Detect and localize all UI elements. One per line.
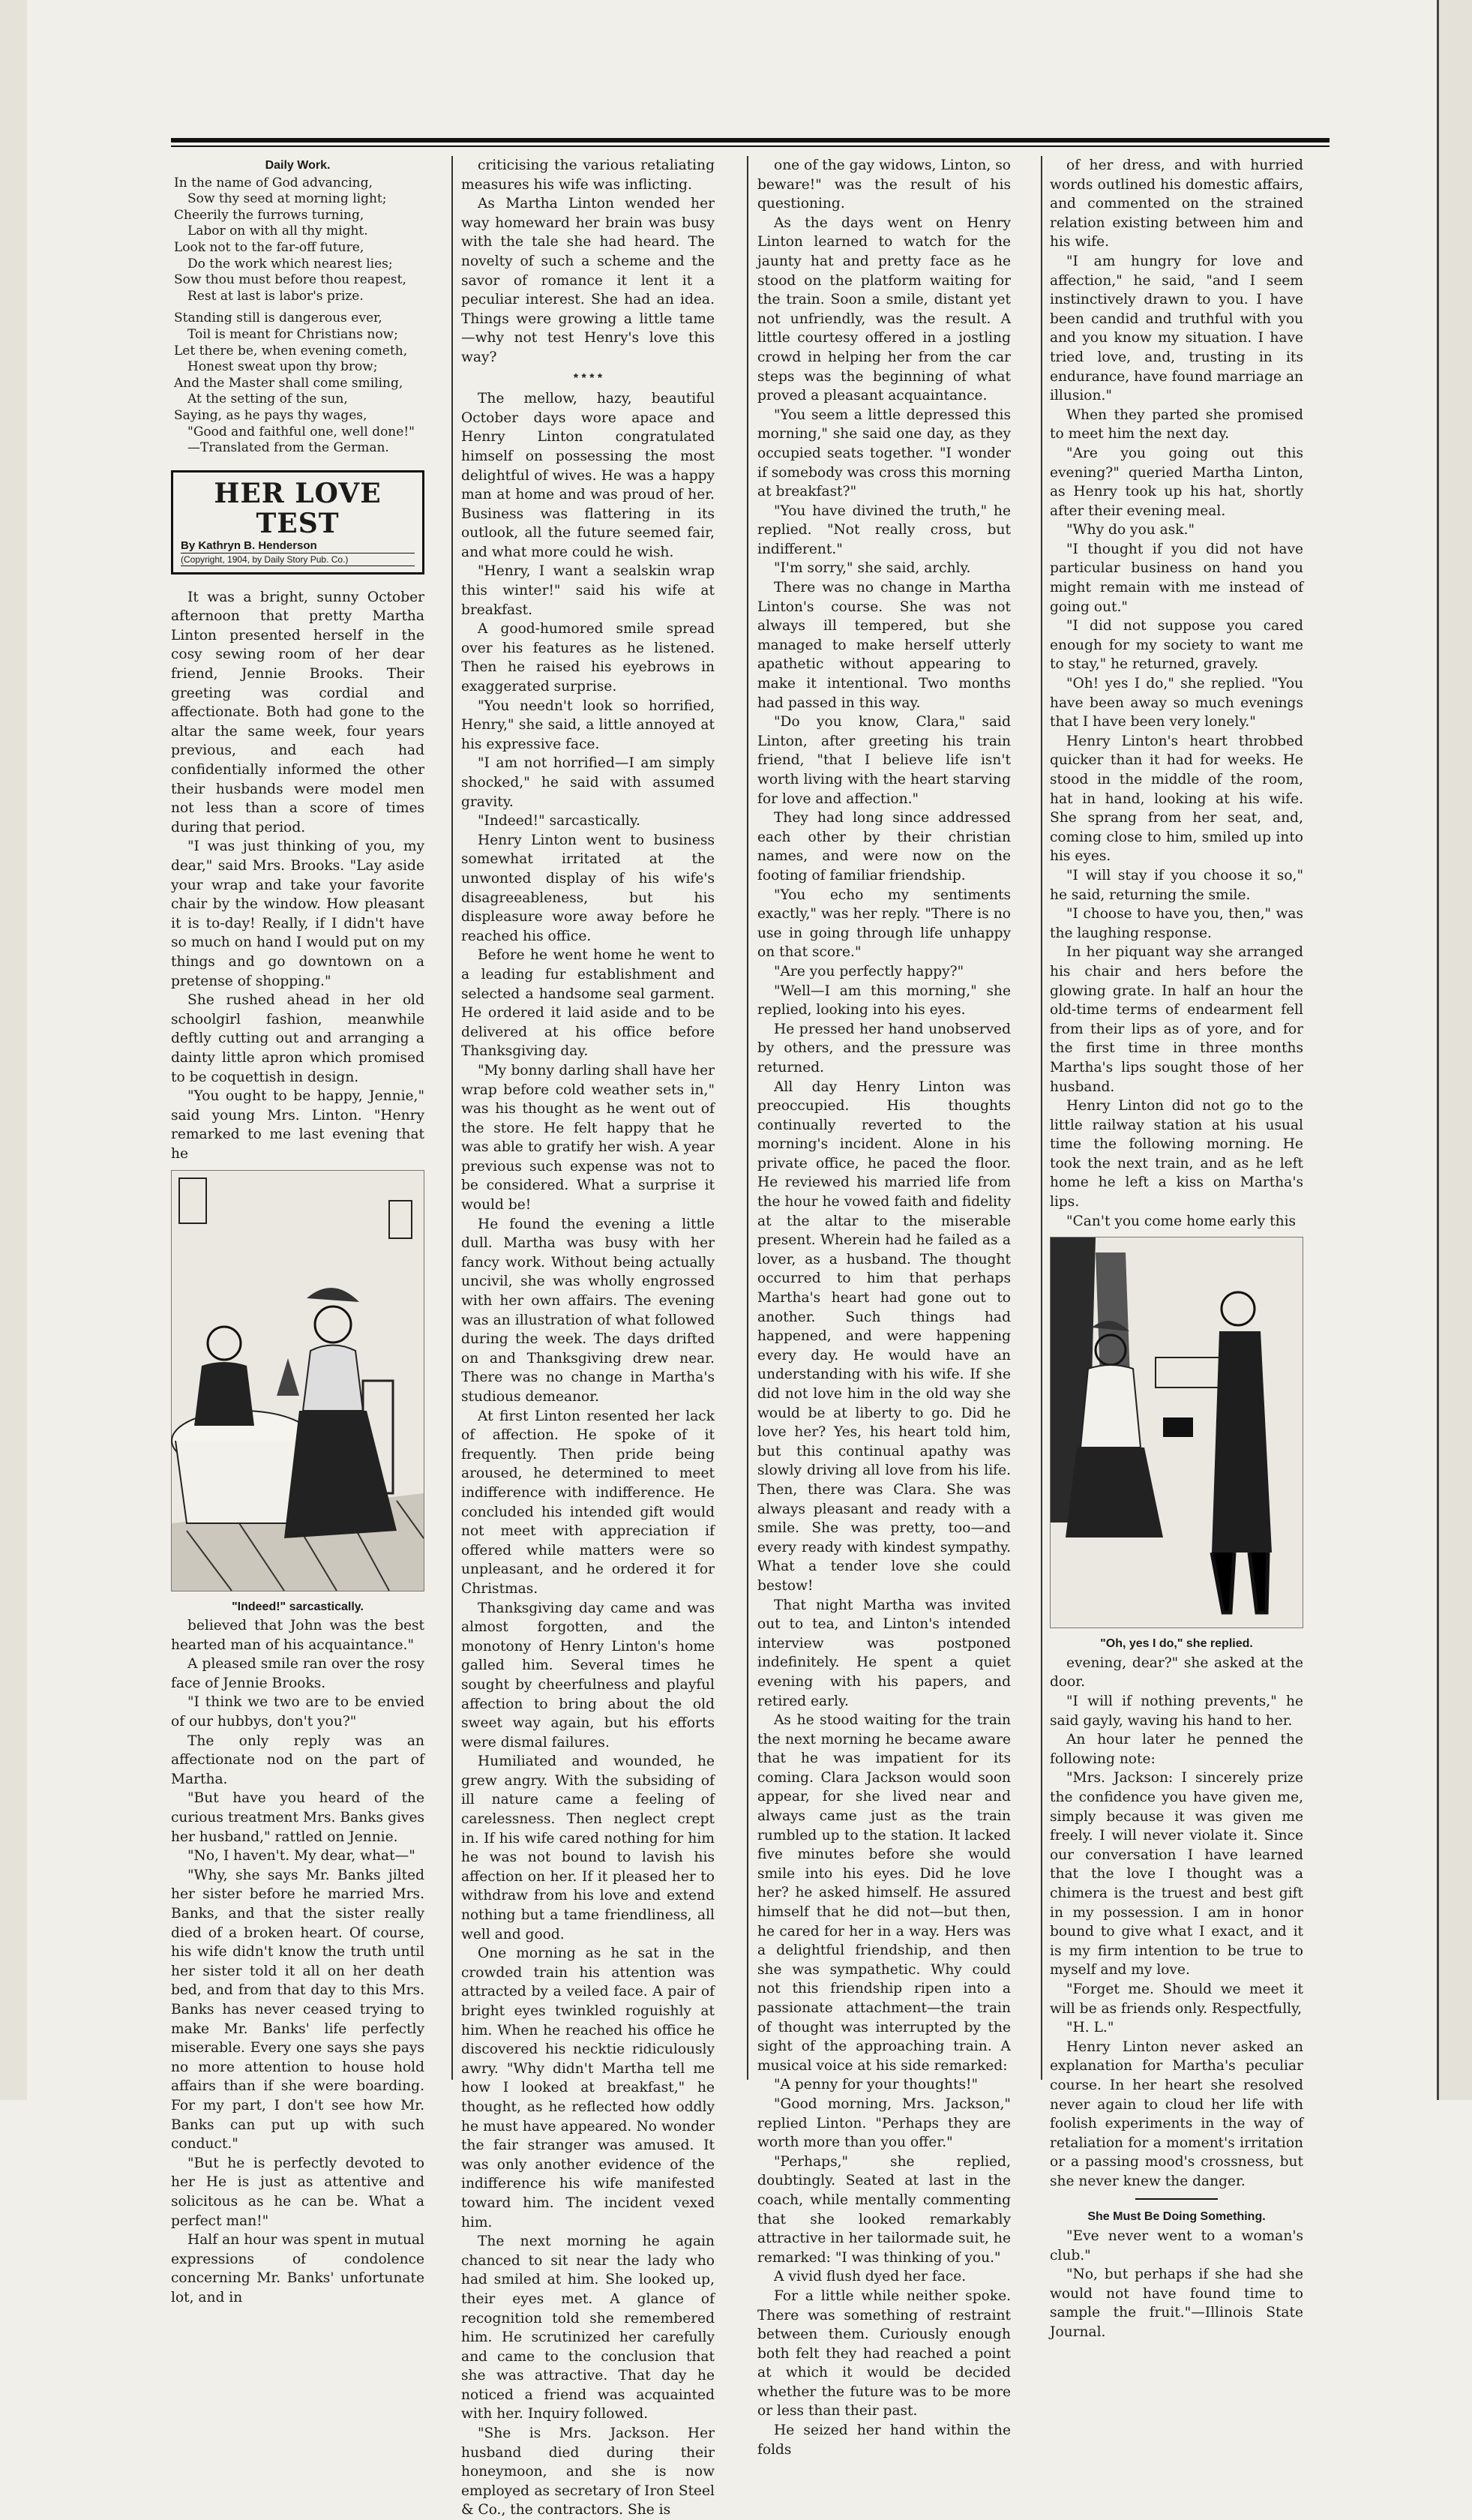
paragraph: There was no change in Martha Linton's course. She was not always ill tempered, but she managed to make herself utterly apathetic without appearing to make it intentional. Two months had passed in this way.: [757, 580, 1011, 711]
paragraph: An hour later he penned the following note:: [1050, 1732, 1303, 1767]
paragraph: It was a bright, sunny October afternoon that pretty Martha Linton presented herself in the cosy sewing room of her dear friend, Jennie Brooks. Their greeting was cordial and affectionate. Both had gone to the altar the same week, four years previous, and each had confidentially informed the other their husbands were model men not less than a score of times during that period.: [171, 589, 424, 836]
paragraph: Before he went home he went to a leading fur establishment and selected a handsome seal garment. He ordered it laid aside and to be delivered at his office before Thanksgiving day.: [461, 947, 715, 1060]
column-divider: [451, 156, 453, 2080]
filler-text: [1050, 2227, 1303, 2342]
column-divider: [1041, 156, 1042, 2080]
paragraph: believed that John was the best hearted man of his acquaintance.": [171, 1618, 424, 1653]
paragraph: "Why do you ask.": [1066, 522, 1195, 538]
story-title: HER LOVE TEST: [214, 477, 382, 539]
illustration-couple: [1050, 1237, 1303, 1628]
page-edge-right: [1437, 0, 1472, 2100]
illustration-drawing: [1051, 1238, 1303, 1628]
paragraph: Henry Linton went to business somewhat irritated at the unwonted display of his wife's disagreeableness, but his displeasure wore away before he reached his office.: [461, 832, 715, 944]
paragraph: Humiliated and wounded, he grew angry. With the subsiding of ill nature came a feeling of carelessness. Then neglect crept in. If his wife cared nothing for him he was not bound to lavish his affection on her. If it pleased her to withdraw from his love and extend nothing but a tame friendliness, all well and good.: [461, 1754, 715, 1942]
paragraph: "Well—I am this morning," she replied, looking into his eyes.: [757, 982, 1011, 1018]
column-2-text-b: [461, 389, 715, 2520]
paragraph: "H. L.": [1066, 2020, 1114, 2036]
paragraph: Henry Linton's heart throbbed quicker than it had for weeks. He stood in the middle of the room, hat in hand, looking at his wife. She sprang from her seat, and, coming close to him, smiled up into his eyes.: [1050, 733, 1303, 865]
page-edge-left: [0, 0, 27, 2100]
paragraph: Half an hour was spent in mutual expressions of condolence concerning Mr. Banks' unfortunate lot, and in: [171, 2232, 424, 2306]
poem-title: Daily Work.: [265, 159, 331, 172]
paragraph: "I was just thinking of you, my dear," said Mrs. Brooks. "Lay aside your wrap and take your favorite chair by the window. How pleasant it is to-day! Really, if I didn't have so much on hand I would put on my things and go downtown on a pretense of shopping.": [171, 838, 424, 989]
paragraph: That night Martha was invited out to tea, and Linton's intended interview was postponed indefinitely. He spent a quiet evening with his papers, and retired early.: [757, 1597, 1011, 1709]
paragraph: As he stood waiting for the train the next morning he became aware that he was impatient for its coming. Clara Jackson would soon appear, for she lived near and always came just as the train rumbled up to the station. It lacked five minutes before she would smile into his eyes. Did he love her? he asked himself. He assured himself that he did not—but then, he cared for her in a way. Hers was a delightful friendship, and then she was sympathetic. Why could not this friendship ripen into a passionate attachment—the train of thought was interrupted by the sight of the approaching train. A musical voice at his side remarked:: [757, 1712, 1011, 2074]
poem-line: Toil is meant for Christians now;: [187, 326, 398, 342]
paragraph: "No, I haven't. My dear, what—": [187, 1848, 415, 1864]
story-copyright: (Copyright, 1904, by Daily Story Pub. Co.): [181, 553, 415, 566]
header-rule: [171, 138, 1330, 142]
paragraph: When they parted she promised to meet him the next day.: [1050, 406, 1303, 442]
paragraph: "Mrs. Jackson: I sincerely prize the confidence you have given me, simply because it was given me freely. I will never violate it. Since our conversation I have learned that the love I thought was a chimera is the truest and best gift in my possession. I am in honor bound to give what I exact, and it is my firm intention to be true to myself and my love.: [1050, 1770, 1303, 1978]
poem-line: Let there be, when evening cometh,: [174, 343, 408, 358]
paragraph: "I'm sorry," she said, archly.: [774, 560, 971, 577]
poem-line: Cheerily the furrows turning,: [174, 207, 364, 223]
poem-line: Labor on with all thy might.: [187, 224, 368, 239]
poem-line: Look not to the far-off future,: [174, 239, 364, 255]
paragraph: "Do you know, Clara," said Linton, after greeting his train friend, "that I believe life isn't worth living with the heart starving for love and affection.": [757, 714, 1011, 807]
paragraph: "Why, she says Mr. Banks jilted her sister before he married Mrs. Banks, and that the sister really died of a broken heart. Of course, his wife didn't know the truth until her sister told it all on her death bed, and from that day to this Mrs. Banks has never ceased trying to make Mr. Banks' life perfectly miserable. Every one says she pays no more attention to house hold affairs than if she were boarding. For my part, I don't see how Mr. Banks can put up with such conduct.": [171, 1867, 424, 2152]
paragraph: "Eve never went to a woman's club.": [1050, 2228, 1303, 2264]
poem-daily-work: [171, 176, 424, 457]
poem-line: Rest at last is labor's prize.: [187, 288, 364, 304]
poem-line: Honest sweat upon thy brow;: [187, 359, 378, 375]
paragraph: One morning as he sat in the crowded train his attention was attracted by a veiled face. A pair of bright eyes twinkled roguishly at him. When he reached his office he discovered his necktie ridiculously awry. "Why didn't Martha tell me how I looked at breakfast," he thought, as he reflected how oddly he must have appeared. No wonder the fair stranger was amused. It was only another evidence of the indifference his wife manifested toward him. The incident vexed him.: [461, 1946, 715, 2230]
column-4-text-a: [1050, 156, 1303, 1231]
paragraph: evening, dear?" she asked at the door.: [1050, 1654, 1303, 1690]
image-caption-2: "Oh, yes I do," she replied.: [1100, 1637, 1253, 1651]
paragraph: "Indeed!" sarcastically.: [478, 813, 640, 830]
illustration-drawing: [172, 1171, 424, 1591]
filler-divider: [1135, 2198, 1218, 2200]
paragraph: At first Linton resented her lack of affection. He spoke of it frequently. Then pride being aroused, he determined to meet indifference with indifference. He concluded his intended gift would not meet with appreciation if offered while matters were so unpleasant, and he ordered it for Christmas.: [461, 1408, 715, 1597]
paragraph: of her dress, and with hurried words outlined his domestic affairs, and commented on the strained relation existing between him and his wife.: [1050, 158, 1303, 250]
paragraph: "Are you going out this evening?" queried Martha Linton, as Henry took up his hat, shortly after their evening meal.: [1050, 445, 1303, 519]
paragraph: "I will if nothing prevents," he said gayly, waving his hand to her.: [1050, 1694, 1303, 1729]
paragraph: As the days went on Henry Linton learned to watch for the jaunty hat and pretty face as he stood on the platform waiting for the train. Soon a smile, distant yet not unfriendly, was the result. A little courtesy offered in a jostling crowd in helping her from the car steps was the beginning of what proved a pleasant acquaintance.: [757, 214, 1011, 404]
paragraph: The mellow, hazy, beautiful October days wore apace and Henry Linton congratulated himself on possessing the most delightful of wives. He was a happy man at home and was proud of her. Business was flattering in its outlook, all the future seemed fair, and what more could he wish.: [461, 391, 715, 560]
header-rule-thin: [171, 146, 1330, 147]
paragraph: "A penny for your thoughts!": [774, 2077, 979, 2093]
paragraph: "No, but perhaps if she had she would not have found time to sample the fruit."—Illinois State Journal.: [1050, 2266, 1303, 2341]
paragraph: "I will stay if you choose it so," he said, returning the smile.: [1050, 867, 1303, 903]
column-1-text-a: [171, 588, 424, 1164]
column-2: [461, 156, 715, 2518]
column-4: [1050, 156, 1303, 2341]
paragraph: "Good morning, Mrs. Jackson," replied Linton. "Perhaps they are worth more than you offer.": [757, 2096, 1011, 2151]
column-divider: [747, 156, 748, 2080]
poem-line: Standing still is dangerous ever,: [174, 310, 382, 326]
image-caption-1: "Indeed!" sarcastically.: [232, 1600, 364, 1613]
paragraph: For a little while neither spoke. There was something of restraint between them. Curiously enough both felt they had reached a point at which it would be decided whether the future was to be more or less than their past.: [757, 2288, 1011, 2420]
paragraph: He found the evening a little dull. Martha was busy with her fancy work. Without being actually uncivil, she was wholly engrossed with her own affairs. The evening was an illustration of what followed during the week. The days drifted on and Thanksgiving drew near. There was no change in Martha's studious demeanor.: [461, 1216, 715, 1405]
paragraph: "Perhaps," she replied, doubtingly. Seated at last in the coach, while mentally commenting that she looked remarkably attractive in her tailormade suit, he remarked: "I was thinking of you.": [757, 2153, 1011, 2266]
column-4-text-b: [1050, 1654, 1303, 2192]
paragraph: "But he is perfectly devoted to her He is just as attentive and solicitous as he can be. What a perfect man!": [171, 2155, 424, 2229]
paragraph: "Can't you come home early this: [1066, 1213, 1297, 1229]
paragraph: She rushed ahead in her old schoolgirl fashion, meanwhile deftly cutting out and arranging a dainty little apron which promised to be coquettish in design.: [171, 992, 424, 1085]
poem-line: Saying, as he pays thy wages,: [174, 407, 367, 423]
poem-line: Sow thy seed at morning light;: [187, 191, 387, 207]
column-1-text-b: [171, 1616, 424, 2307]
paragraph: "My bonny darling shall have her wrap before cold weather sets in," was his thought as he went out of the store. He felt happy that he was able to gratify her wish. A year previous such expense was not to be considered. What a surprise it would be!: [461, 1062, 715, 1214]
paragraph: "Henry, I want a sealskin wrap this winter!" said his wife at breakfast.: [461, 563, 715, 618]
paragraph: Thanksgiving day came and was almost forgotten, and the monotony of Henry Linton's home galled him. Several times he sought by cheerfulness and playful affection to bring about the old sweet way again, but his efforts were dismal failures.: [461, 1600, 715, 1750]
poem-line: Do the work which nearest lies;: [187, 256, 393, 272]
paragraph: The next morning he again chanced to sit near the lady who had smiled at him. She looked up, their eyes met. A glance of recognition told she remembered him. He scrutinized her carefully and came to the conclusion that she was attractive. That day he noticed a friend was acquainted with her. Inquiry followed.: [461, 2234, 715, 2422]
column-2-text-a: [461, 156, 715, 368]
poem-line: And the Master shall come smiling,: [174, 375, 403, 391]
story-title-box: [171, 470, 424, 574]
paragraph: "I am not horrified—I am simply shocked," he said with assumed gravity.: [461, 755, 715, 810]
column-1: [171, 156, 424, 2306]
paragraph: A vivid flush dyed her face.: [774, 2269, 967, 2285]
poem-line: In the name of God advancing,: [174, 175, 373, 190]
paragraph: "I thought if you did not have particular business on hand you might remain with me instead of going out.": [1050, 541, 1303, 615]
paragraph: As Martha Linton wended her way homeward her brain was busy with the tale she had heard. The novelty of such a scheme and the savor of romance it lent it a peculiar interest. She had an idea. Things were growing a little tame—why not test Henry's love this way?: [461, 196, 715, 365]
paragraph: "Oh! yes I do," she replied. "You have been away so much evenings that I have been very lonely.": [1050, 676, 1303, 730]
paragraph: one of the gay widows, Linton, so beware!" was the result of his questioning.: [757, 158, 1011, 212]
paragraph: "I did not suppose you cared enough for my society to want me to stay," he returned, gravely.: [1050, 618, 1303, 673]
paragraph: In her piquant way she arranged his chair and hers before the glowing grate. In half an hour the old-time terms of endearment fell from their lips as of yore, and for the first time in three months Martha's lips sought those of her husband.: [1050, 944, 1303, 1095]
paragraph: All day Henry Linton was preoccupied. His thoughts continually reverted to the morning's incident. Alone in his private office, he paced the floor. He reviewed his married life from the hour he vowed faith and fidelity at the altar to the miserable present. Wherein had he failed as a lover, as a husband. The thought occurred to him that perhaps Martha's heart had gone out to another. Such things had happened, and were happening every day. He would have an understanding with his wife. If she did not love him in the old way she would be at liberty to go. Did he love her? Yes, his heart told him, but this continual apathy was slowly driving all love from his life. Then, there was Clara. She was always pleasant and ready with a smile. She was pretty, too—and every ready with kindest sympathy. What a tender love she could bestow!: [757, 1078, 1011, 1594]
filler-title: She Must Be Doing Something.: [1087, 2210, 1266, 2224]
paragraph: He pressed her hand unobserved by others, and the pressure was returned.: [757, 1021, 1011, 1076]
poem-line: —Translated from the German.: [187, 440, 389, 456]
paragraph: Henry Linton did not go to the little railway station at his usual time the following morning. He took the next train, and as he left home he left a kiss on Martha's lips.: [1050, 1098, 1303, 1210]
paragraph: A pleased smile ran over the rosy face of Jennie Brooks.: [171, 1656, 424, 1691]
paragraph: "You needn't look so horrified, Henry," she said, a little annoyed at his expressive face.: [461, 698, 715, 752]
paragraph: "You seem a little depressed this morning," she said one day, as they occupied seats together. "I wonder if somebody was cross this morning at breakfast?": [757, 406, 1011, 500]
paragraph: "I choose to have you, then," was the laughing response.: [1050, 906, 1303, 941]
illustration-tea-table: [171, 1170, 424, 1592]
paragraph: Henry Linton never asked an explanation for Martha's peculiar course. In her heart she resolved never again to cloud her life with foolish experiments in the way of retaliation for a moment's irritation or a passing mood's crossness, but she never knew the danger.: [1050, 2038, 1303, 2189]
paragraph: criticising the various retaliating measures his wife was inflicting.: [461, 158, 715, 193]
story-byline: By Kathryn B. Henderson: [181, 538, 317, 552]
paragraph: "You ought to be happy, Jennie," said young Mrs. Linton. "Henry remarked to me last evening that he: [171, 1088, 424, 1162]
paragraph: "She is Mrs. Jackson. Her husband died during their honeymoon, and she is now employed as secretary of Iron Steel & Co., the contractors. She is: [461, 2426, 715, 2518]
poem-line: At the setting of the sun,: [187, 392, 348, 407]
poem-line: Sow thou must before thou reapest,: [174, 272, 406, 288]
paragraph: "Forget me. Should we meet it will be as friends only. Respectfully,: [1050, 1981, 1303, 2017]
paragraph: A good-humored smile spread over his features as he listened. Then he raised his eyebrows in exaggerated surprise.: [461, 621, 715, 695]
paragraph: "I think we two are to be envied of our hubbys, don't you?": [171, 1694, 424, 1730]
section-separator: * * * *: [573, 371, 603, 385]
paragraph: They had long since addressed each other by their christian names, and were now on the footing of familiar friendship.: [757, 810, 1011, 884]
paragraph: "I am hungry for love and affection," he said, "and I seem instinctively drawn to you. I have been candid and truthful with you and you know my situation. I have tried love, and, trusting in its endurance, have found marriage an illusion.": [1050, 253, 1303, 404]
column-3: [757, 156, 1011, 2458]
poem-line: "Good and faithful one, well done!": [187, 424, 415, 440]
paragraph: "Are you perfectly happy?": [774, 963, 964, 980]
paragraph: "But have you heard of the curious treatment Mrs. Banks gives her husband," rattled on Jennie.: [171, 1790, 424, 1845]
column-3-text: [757, 156, 1011, 2459]
paragraph: He seized her hand within the folds: [757, 2422, 1011, 2458]
paragraph: "You have divined the truth," he replied. "Not really cross, but indifferent.": [757, 502, 1011, 557]
paragraph: "You echo my sentiments exactly," was her reply. "There is no use in going through life unhappy on that score.": [757, 886, 1011, 961]
paragraph: The only reply was an affectionate nod on the part of Martha.: [171, 1732, 424, 1787]
